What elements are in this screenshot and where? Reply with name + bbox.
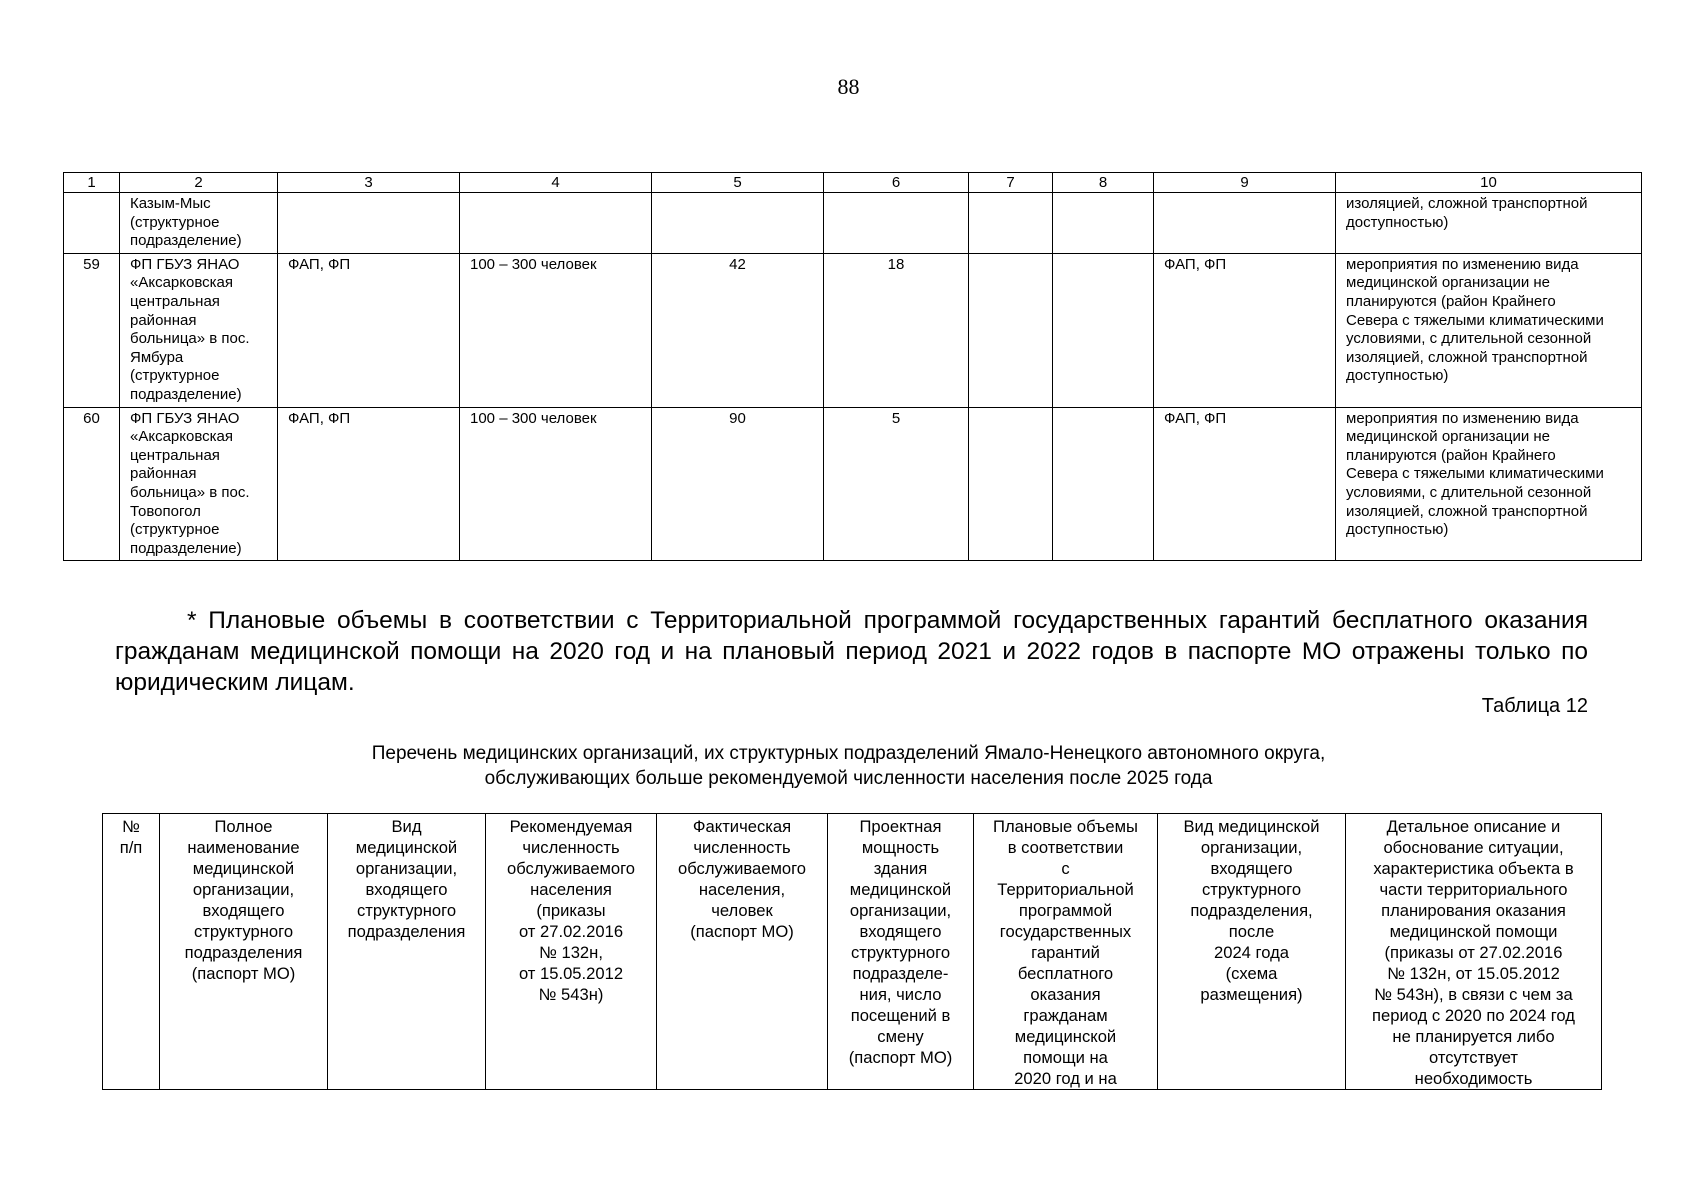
table-row xyxy=(64,253,1642,407)
column-8-value xyxy=(1053,193,1154,254)
organization-name: Казым-Мыс (структурное подразделение) xyxy=(120,193,278,254)
column-7-value xyxy=(969,193,1053,254)
table-caption xyxy=(0,741,1697,791)
column-number: 10 xyxy=(1336,173,1642,193)
column-8-value xyxy=(1053,407,1154,561)
header-situation-description: Детальное описание и обоснование ситуации, характеристика объекта в части территориального планирования оказания медицинской помощи (приказы от 27.02.2016 № 132н, от 15.05.2012 № 543н), в связи с чем за период с 2020 по 2024 год не планируется либо отсутствует необходимость xyxy=(1346,814,1602,1090)
column-number-row xyxy=(64,173,1642,193)
situation-description: изоляцией, сложной транспортной доступностью) xyxy=(1336,193,1642,254)
header-recommended-population: Рекомендуемая численность обслуживаемого населения (приказы от 27.02.2016 № 132н, от 15.05.2012 № 543н) xyxy=(486,814,657,1090)
page-number: 88 xyxy=(837,74,860,99)
column-8-value xyxy=(1053,253,1154,407)
table-12 xyxy=(102,813,1602,1090)
table-row xyxy=(64,407,1642,561)
header-planned-volumes: Плановые объемы в соответствии с Территориальной программой государственных гарантий бесплатного оказания гражданам медицинской помощи на 2020 год и на xyxy=(974,814,1158,1090)
table-label: Таблица 12 xyxy=(1481,695,1588,717)
header-organization-name: Полное наименование медицинской организации, входящего структурного подразделения (паспорт МО) xyxy=(160,814,328,1090)
actual-population xyxy=(652,193,824,254)
organization-type-after-2024: ФАП, ФП xyxy=(1154,253,1336,407)
column-number: 4 xyxy=(460,173,652,193)
continuation-table xyxy=(63,172,1642,561)
column-number: 8 xyxy=(1053,173,1154,193)
column-number: 5 xyxy=(652,173,824,193)
caption-line: обслуживающих больше рекомендуемой численности населения после 2025 года xyxy=(484,768,1213,789)
row-number: 59 xyxy=(64,253,120,407)
column-number: 9 xyxy=(1154,173,1336,193)
situation-description: мероприятия по изменению вида медицинской организации не планируются (район Крайнего Севера с тяжелыми климатическими условиями, с длительной сезонной изоляцией, сложной транспортной доступностью) xyxy=(1336,253,1642,407)
organization-type: ФАП, ФП xyxy=(278,253,460,407)
design-capacity xyxy=(824,193,969,254)
row-number xyxy=(64,193,120,254)
situation-description: мероприятия по изменению вида медицинской организации не планируются (район Крайнего Севера с тяжелыми климатическими условиями, с длительной сезонной изоляцией, сложной транспортной доступностью) xyxy=(1336,407,1642,561)
recommended-population xyxy=(460,193,652,254)
column-number: 1 xyxy=(64,173,120,193)
header-actual-population: Фактическая численность обслуживаемого населения, человек (паспорт МО) xyxy=(657,814,828,1090)
caption-line: Перечень медицинских организаций, их структурных подразделений Ямало-Ненецкого автономного округа, xyxy=(371,743,1326,764)
header-organization-type: Вид медицинской организации, входящего структурного подразделения xyxy=(328,814,486,1090)
organization-name: ФП ГБУЗ ЯНАО «Аксарковская центральная районная больница» в пос. Ямбура (структурное подразделение) xyxy=(120,253,278,407)
column-7-value xyxy=(969,407,1053,561)
organization-name: ФП ГБУЗ ЯНАО «Аксарковская центральная районная больница» в пос. Товопогол (структурное подразделение) xyxy=(120,407,278,561)
actual-population: 42 xyxy=(652,253,824,407)
footnote: * Плановые объемы в соответствии с Территориальной программой государственных гарантий бесплатного оказания гражданам медицинской помощи на 2020 год и на плановый период 2021 и 2022 годов в паспорте МО отражены только по юридическим лицам. xyxy=(115,606,1588,696)
recommended-population: 100 – 300 человек xyxy=(460,407,652,561)
organization-type xyxy=(278,193,460,254)
column-number: 2 xyxy=(120,173,278,193)
column-number: 3 xyxy=(278,173,460,193)
recommended-population: 100 – 300 человек xyxy=(460,253,652,407)
table-row xyxy=(64,193,1642,254)
header-row xyxy=(103,814,1602,1090)
organization-type-after-2024 xyxy=(1154,193,1336,254)
column-number: 7 xyxy=(969,173,1053,193)
header-type-after-2024: Вид медицинской организации, входящего структурного подразделения, после 2024 года (схема размещения) xyxy=(1158,814,1346,1090)
design-capacity: 5 xyxy=(824,407,969,561)
column-number: 6 xyxy=(824,173,969,193)
row-number: 60 xyxy=(64,407,120,561)
header-design-capacity: Проектная мощность здания медицинской организации, входящего структурного подразделе- ния, число посещений в смену (паспорт МО) xyxy=(828,814,974,1090)
actual-population: 90 xyxy=(652,407,824,561)
design-capacity: 18 xyxy=(824,253,969,407)
organization-type: ФАП, ФП xyxy=(278,407,460,561)
organization-type-after-2024: ФАП, ФП xyxy=(1154,407,1336,561)
header-row-number: № п/п xyxy=(103,814,160,1090)
column-7-value xyxy=(969,253,1053,407)
